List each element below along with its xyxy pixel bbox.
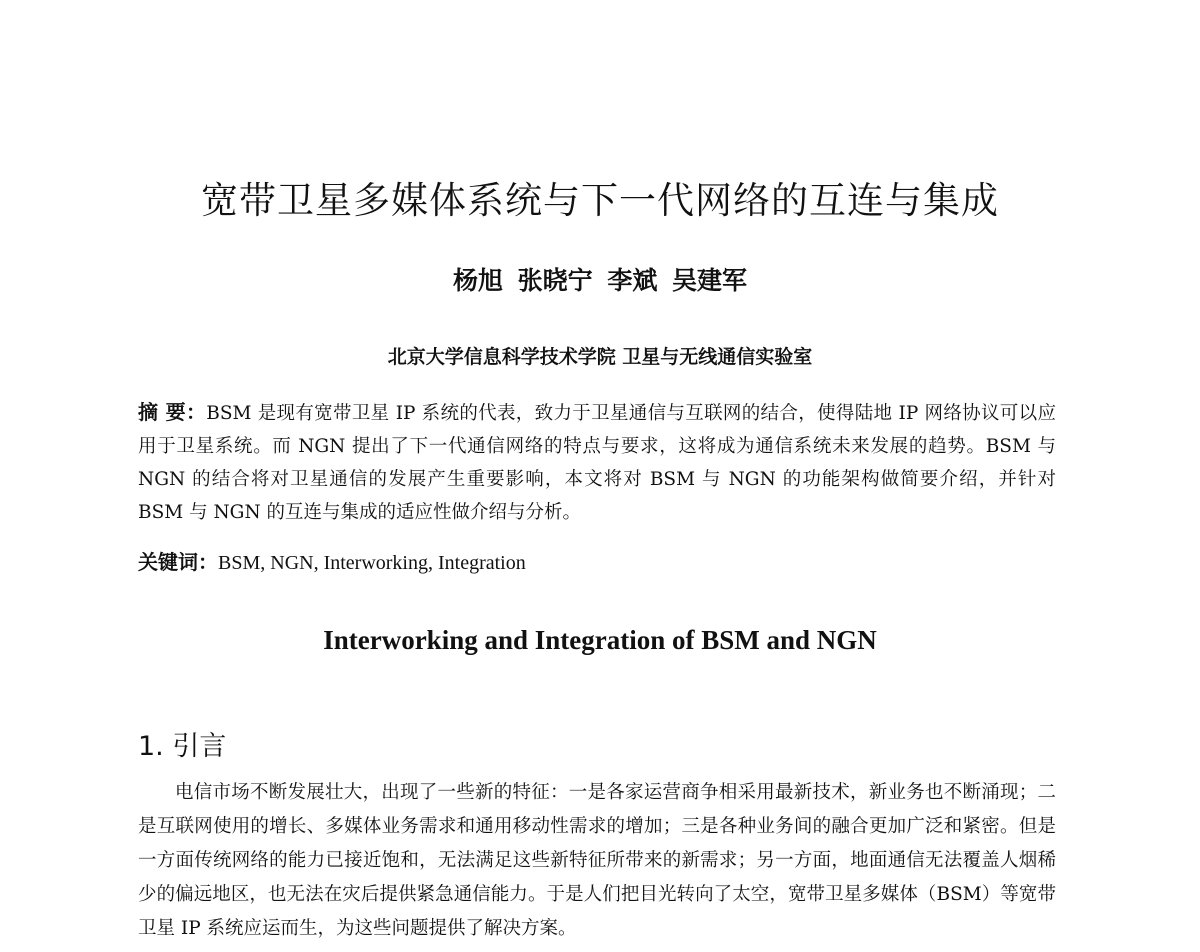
- author-list: 杨旭 张晓宁 李斌 吴建军: [452, 266, 748, 295]
- section-heading-introduction: 1. 引言: [138, 731, 227, 762]
- keywords-value: BSM, NGN, Interworking, Integration: [218, 552, 526, 574]
- paper-title: 宽带卫星多媒体系统与下一代网络的互连与集成: [201, 179, 999, 222]
- english-title: Interworking and Integration of BSM and NGN: [323, 625, 877, 655]
- keywords-label: 关键词：: [138, 550, 218, 574]
- intro-paragraph: 电信市场不断发展壮大，出现了一些新的特征：一是各家运营商争相采用最新技术，新业务也不断涌现；二是互联网使用的增长、多媒体业务需求和通用移动性需求的增加；三是各种业务间的融合更加广泛和紧密。但是一方面传统网络的能力已接近饱和，无法满足这些新特征所带来的新需求；另一方面，地面通信无法覆盖人烟稀少的偏远地区，也无法在灾后提供紧急通信能力。于是人们把目光转向了太空，宽带卫星多媒体（BSM）等宽带卫星 IP 系统应运而生，为这些问题提供了解决方案。: [138, 782, 1056, 939]
- abstract: [138, 396, 1056, 529]
- affiliation: 北京大学信息科学技术学院 卫星与无线通信实验室: [387, 346, 813, 368]
- abstract-label: 摘 要：: [138, 400, 207, 424]
- keywords: [138, 546, 526, 575]
- abstract-text: BSM 是现有宽带卫星 IP 系统的代表，致力于卫星通信与互联网的结合，使得陆地 IP 网络协议可以应用于卫星系统。而 NGN 提出了下一代通信网络的特点与要求，这将成为通信系统未来发展的趋势。BSM 与 NGN 的结合将对卫星通信的发展产生重要影响，本文将对 BSM 与 NGN 的功能架构做简要介绍，并针对 BSM 与 NGN 的互连与集成的适应性做介绍与分析。: [138, 403, 1056, 523]
